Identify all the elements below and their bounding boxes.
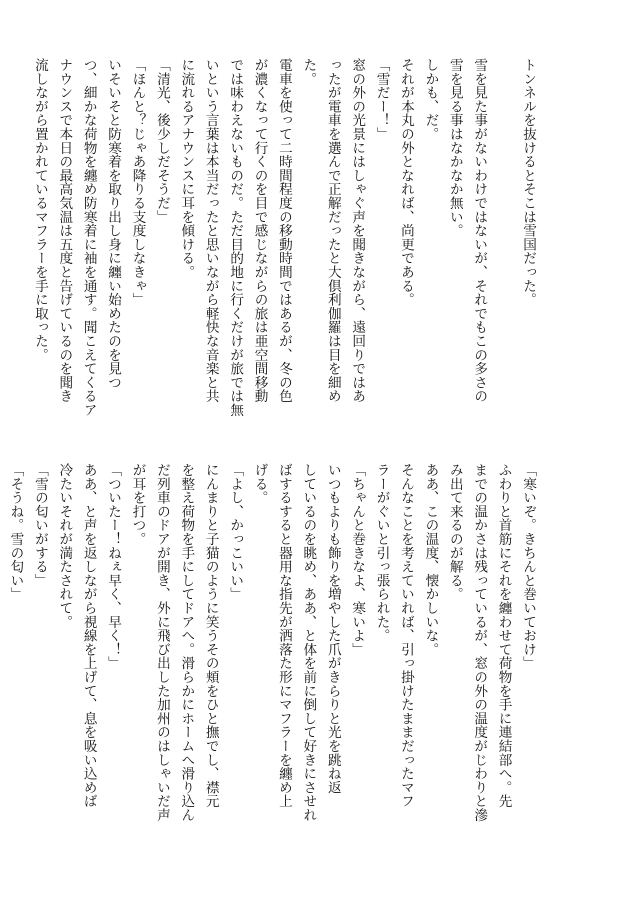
text-line: しかも、だ。 — [422, 58, 439, 141]
text-line: 「清光、後少しだそうだ」 — [153, 58, 170, 224]
text-line: ふわりと首筋にそれを纏わせて荷物を手に連結部へ。先 — [495, 463, 512, 808]
text-line: までの温かさは残っているが、窓の外の温度がじわりと滲 — [471, 463, 488, 822]
text-line: 「ほんと？じゃあ降りる支度しなきゃ」 — [129, 58, 146, 307]
text-line: 「寒いぞ。きちんと巻いておけ」 — [520, 463, 536, 670]
text-line: げる。 — [251, 463, 268, 505]
lower-text-block — [3, 463, 540, 863]
text-line: ああ、と声を返しながら視線を上げて、息を吸い込めば — [80, 463, 97, 808]
text-line: にんまりと子猫のように笑うその頬をひと撫でし、襟元 — [202, 463, 219, 808]
text-line: 「ついたー！ねぇ早く、早く！」 — [105, 463, 122, 670]
text-line: 「雪だー！」 — [373, 58, 390, 141]
text-line: ばするすると器用な指先が洒落た形にマフラーを纏め上 — [275, 463, 292, 808]
text-line: が耳を打つ。 — [129, 463, 146, 546]
text-line: しているのを眺め、ああ、と体を前に倒して好きにさせれ — [300, 463, 317, 822]
text-line: み出て来るのが解る。 — [446, 463, 463, 601]
text-line: 「そうね。雪の匂い」 — [7, 463, 24, 601]
text-line: 「雪の匂いがする」 — [31, 463, 48, 588]
text-line: ああ、この温度、懐かしいな。 — [422, 463, 439, 657]
text-line: だ列車のドアが開き、外に飛び出した加州のはしゃいだ声 — [153, 463, 170, 822]
text-line: ナウンスで本日の最高気温は五度と告げているのを聞き — [56, 58, 73, 403]
text-line: それが本丸の外となれば、尚更である。 — [397, 58, 414, 307]
text-line: 冷たいそれが満たされて。 — [56, 463, 73, 629]
text-line: 窓の外の光景にはしゃぐ声を聞きながら、遠回りではあ — [349, 58, 366, 403]
text-line: が濃くなって行くのを目で感じながらの旅は亜空間移動 — [251, 58, 268, 403]
text-line: た。 — [300, 58, 317, 86]
text-line: ったが電車を選んで正解だったと大倶利伽羅は目を細め — [324, 58, 341, 403]
text-line: 流しながら置かれているマフラーを手に取った。 — [31, 58, 48, 362]
text-line: を整え荷物を手にしてドアへ。滑らかにホームへ滑り込ん — [178, 463, 195, 822]
text-line: いという言葉は本当だったと思いながら軽快な音楽と共 — [202, 58, 219, 403]
text-line: 「よし、かっこいい」 — [227, 463, 244, 601]
text-line: トンネルを抜けるとそこは雪国だった。 — [520, 58, 536, 307]
text-line: 雪を見た事がないわけではないが、それでもこの多さの — [471, 58, 488, 403]
text-line: いそいそと防寒着を取り出し身に纏い始めたのを見つ — [105, 58, 122, 390]
upper-text-block — [27, 58, 540, 417]
text-line: に流れるアナウンスに耳を傾ける。 — [178, 58, 195, 279]
text-line: では味わえないものだ。ただ目的地に行くだけが旅では無 — [227, 58, 244, 417]
text-line: 「ちゃんと巻きなよ、寒いよ」 — [349, 463, 366, 657]
text-line: 電車を使って二時間程度の移動時間ではあるが、冬の色 — [275, 58, 292, 403]
blank-line — [491, 58, 515, 413]
text-line: 雪を見る事はなかなか無い。 — [446, 58, 463, 238]
text-line: そんなことを考えていれば、引っ掛けたままだったマフ — [397, 463, 414, 808]
text-line: ラーがぐいと引っ張られた。 — [373, 463, 390, 643]
text-line: つ、細かな荷物を纏め防寒着に袖を通す。聞こえてくるア — [80, 58, 97, 417]
text-line: いつもよりも飾りを増やした爪がきらりと光を跳ね返 — [324, 463, 341, 795]
